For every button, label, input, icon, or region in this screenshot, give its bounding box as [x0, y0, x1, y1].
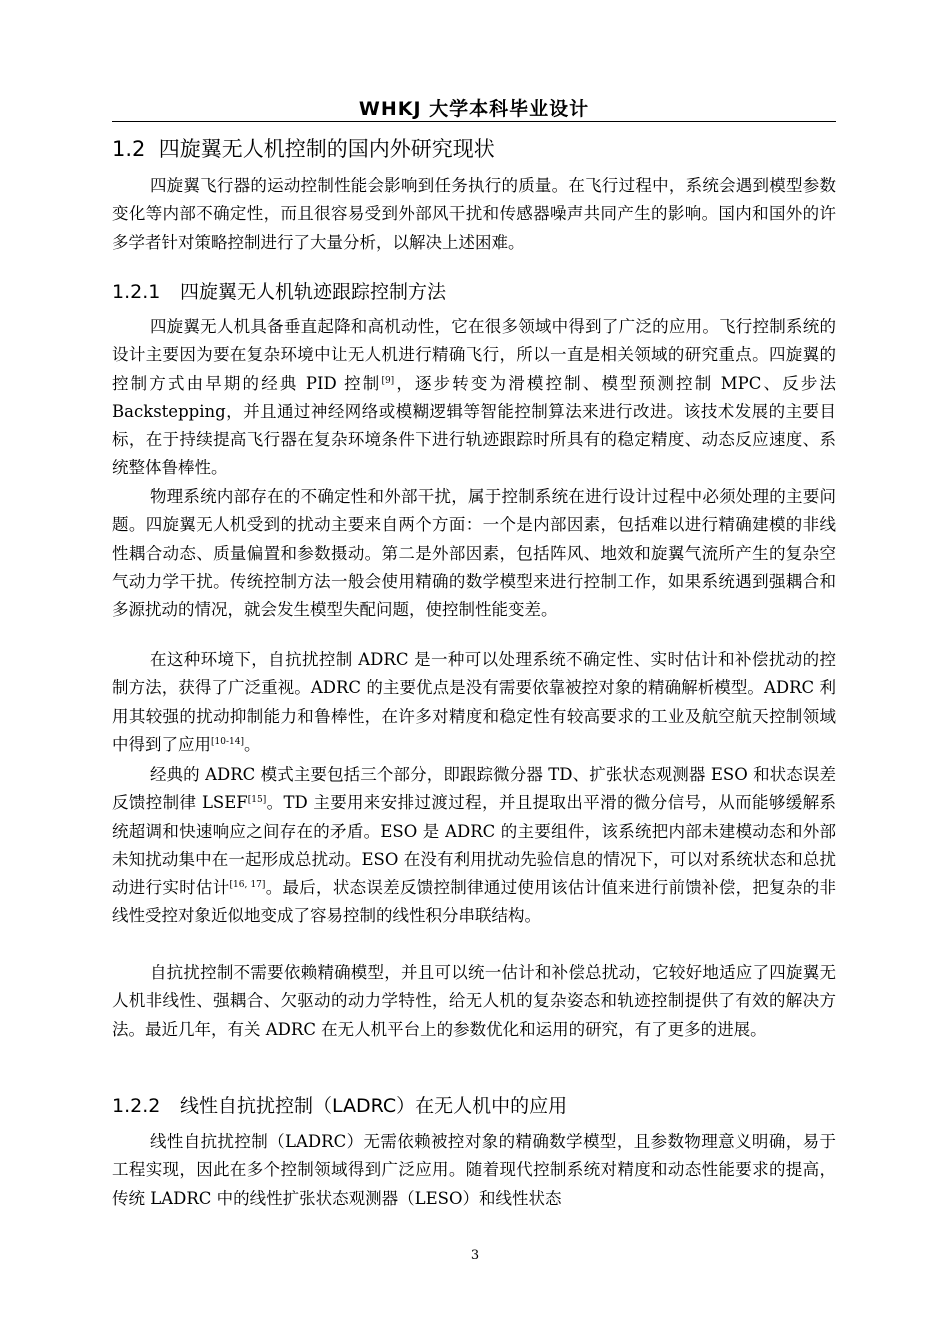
- paragraph-5: 自抗扰控制不需要依赖精确模型，并且可以统一估计和补偿总扰动，它较好地适应了四旋翼无人机非线性、强耦合、欠驱动的动力学特性，给无人机的复杂姿态和轨迹控制提供了有效的解决方法。最近几年，有关 ADRC 在无人机平台上的参数优化和运用的研究，有了更多的进展。: [112, 963, 836, 1039]
- paragraph-text: 。最后，状态误差反馈控制律通过使用该估计值来进行前馈补偿，把复杂的非线性受控对象近似地变成了容易控制的线性积分串联结构。: [112, 878, 837, 926]
- intro-paragraph: 四旋翼飞行器的运动控制性能会影响到任务执行的质量。在飞行过程中，系统会遇到模型参数变化等内部不确定性，而且很容易受到外部风干扰和传感器噪声共同产生的影响。国内和国外的许多学者针对策略控制进行了大量分析，以解决上述困难。: [112, 176, 836, 252]
- paragraph-4: [112, 761, 836, 931]
- subsection-number: 1.2.2: [112, 1095, 161, 1117]
- paragraph-1: [112, 313, 836, 483]
- page-number: 3: [470, 1248, 480, 1263]
- paragraph-6: 线性自抗扰控制（LADRC）无需依赖被控对象的精确数学模型，且参数物理意义明确，易于工程实现，因此在多个控制领域得到广泛应用。随着现代控制系统对精度和动态性能要求的提高，传统 LADRC 中的线性扩张状态观测器（LESO）和线性状态: [112, 1132, 836, 1208]
- paragraph-text: ，逐步转变为滑模控制、模型预测控制 MPC、反步法 Backstepping，并且通过神经网络或模糊逻辑等智能控制算法来进行改进。该技术发展的主要目标，在于持续提高飞行器在复杂环境条件下进行轨迹跟踪时所具有的稳定精度、动态反应速度、系统整体鲁棒性。: [112, 373, 836, 478]
- citation: [16, 17]: [229, 880, 266, 891]
- header-rule: [112, 121, 836, 122]
- paragraph-text: 四旋翼无人机具备垂直起降和高机动性，它在很多领域中得到了广泛的应用。飞行控制系统的设计主要因为要在复杂环境中让无人机进行精确飞行，所以一直是相关领域的研究重点。四旋翼的控制方式由早期的经典 PID 控制: [112, 317, 836, 393]
- citation: [10-14]: [211, 736, 244, 747]
- paragraph-text: 在这种环境下，自抗扰控制 ADRC 是一种可以处理系统不确定性、实时估计和补偿扰动的控制方法，获得了广泛重视。ADRC 的主要优点是没有需要依靠被控对象的精确解析模型。ADRC 利用其较强的扰动抑制能力和鲁棒性，在许多对精度和稳定性有较高要求的工业及航空航天控制领域中得到了应用: [112, 650, 836, 754]
- section-title: 四旋翼无人机控制的国内外研究现状: [158, 137, 495, 161]
- paragraph-text: 。: [243, 734, 261, 754]
- section-number: 1.2: [112, 137, 146, 161]
- section-heading: [112, 134, 836, 164]
- paragraph-3: [112, 646, 836, 759]
- subsection-heading-1: [112, 278, 836, 306]
- subsection-number: 1.2.1: [112, 281, 161, 303]
- subsection-title: 线性自抗扰控制（LADRC）在无人机中的应用: [180, 1095, 568, 1117]
- citation: [15]: [247, 795, 267, 806]
- header-title: WHKJ 大学本科毕业设计: [358, 98, 590, 120]
- subsection-title: 四旋翼无人机轨迹跟踪控制方法: [180, 281, 447, 303]
- citation: [9]: [381, 375, 395, 386]
- paragraph-2: 物理系统内部存在的不确定性和外部干扰，属于控制系统在进行设计过程中必须处理的主要问题。四旋翼无人机受到的扰动主要来自两个方面：一个是内部因素，包括难以进行精确建模的非线性耦合动态、质量偏置和参数摄动。第二是外部因素，包括阵风、地效和旋翼气流所产生的复杂空气动力学干扰。传统控制方法一般会使用精确的数学模型来进行控制工作，如果系统遇到强耦合和多源扰动的情况，就会发生模型失配问题，使控制性能变差。: [112, 487, 836, 620]
- paragraph-text: 。TD 主要用来安排过渡过程，并且提取出平滑的微分信号，从而能够缓解系统超调和快速响应之间存在的矛盾。ESO 是 ADRC 的主要组件，该系统把内部未建模动态和外部未知扰动集中在一起形成总扰动。ESO 在没有利用扰动先验信息的情况下，可以对系统状态和总扰动进行实时估计: [112, 793, 836, 898]
- paragraph-text: 经典的 ADRC 模式主要包括三个部分，即跟踪微分器 TD、扩张状态观测器 ESO 和状态误差反馈控制律 LSEF: [112, 765, 836, 813]
- subsection-heading-2: [112, 1092, 836, 1120]
